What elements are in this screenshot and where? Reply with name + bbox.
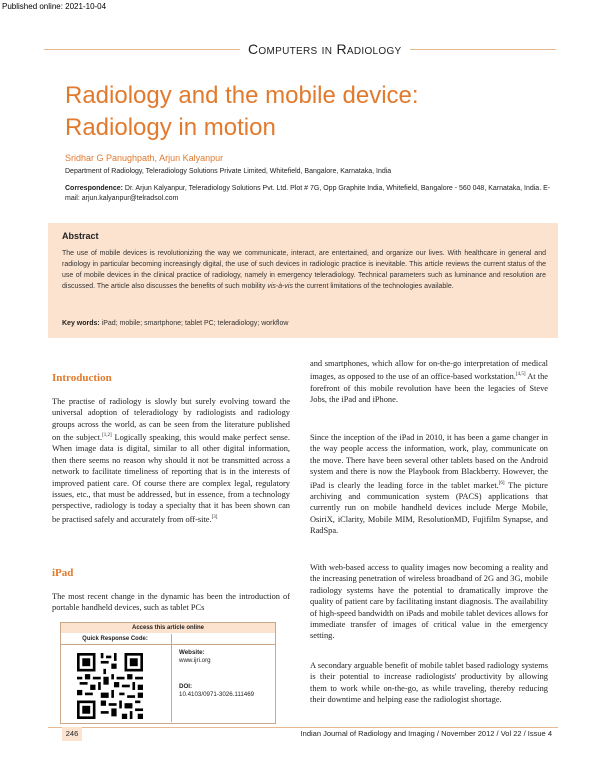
right-paragraph-3: With web-based access to quality images now becoming a reality and the increasing penetration of wireless broadband of 2G and 3G, mobile radiology systems have the potential to dramatically improve the quality of patient care by facilitating instant diagnosis. The availability of high-speed bandwidth on iPads and mobile tablet devices allows for immediate transfer of images of critical value in the emergency setting. (310, 563, 548, 641)
title-line-1: Radiology and the mobile device: (65, 82, 419, 109)
ipad-paragraph: The most recent change in the dynamic has been the introduction of portable handheld devices, such as tablet PCs (52, 592, 290, 613)
abstract-text (62, 248, 546, 292)
qr-code-icon[interactable] (77, 653, 143, 719)
footer-rule (48, 727, 558, 728)
journal-footer: Indian Journal of Radiology and Imaging / November 2012 / Vol 22 / Issue 4 (300, 729, 552, 738)
intro-paragraph (52, 396, 290, 525)
doi-label: DOI: (179, 683, 193, 690)
intro-ref-1: [1,2] (102, 433, 112, 439)
access-article-box (60, 622, 276, 724)
doi-info (179, 683, 254, 699)
correspondence (65, 184, 555, 204)
abstract-heading: Abstract (62, 231, 99, 241)
abstract-box (48, 223, 558, 338)
published-date: Published online: 2021-10-04 (2, 2, 107, 11)
ipad-heading: iPad (52, 567, 74, 579)
article-title (65, 80, 545, 144)
abstract-italic: vis-à-vis (267, 283, 293, 290)
right-p2-a: Since the inception of the iPad in 2010, it has been a game changer in the way people access the information, work, play, communicate on the move. There have been several other tablets based on the Android system and there is now the Playbook from Blackberry. However, the iPad is clearly the leading force in the tablet market. (310, 433, 548, 490)
affiliation: Department of Radiology, Teleradiology Solutions Private Limited, Whitefield, Bangalore, Karnataka, India (65, 168, 392, 175)
right-paragraph-1 (310, 358, 548, 405)
keywords-text: iPad; mobile; smartphone; tablet PC; teleradiology; workflow (99, 320, 289, 327)
access-box-vdivider (171, 634, 172, 722)
section-label: Computers in Radiology (240, 38, 410, 60)
right-p2-b: The picture archiving and communication system (PACS) applications that currently run on mobile handheld devices include Merge Mobile, OsiriX, iClarity, Mobile MIM, ResolutionMD, Fujifilm Synapse, and RadSpa. (310, 480, 548, 536)
right-paragraph-2 (310, 432, 548, 536)
intro-heading: Introduction (52, 372, 112, 384)
intro-text-b: Logically speaking, this would make perfect sense. When image data is digital, similar to all other digital information, then there seems no reason why should it not be transmitted across a network to facilitate timeliness of reporting that is in the interests of improved patient care. Of course there are complex legal, regulatory issues, etc., that must be addressed, but in essence, from a technology perspective, radiology is today a specialty that it has been shown can be practised safely and accurately from off-site. (52, 433, 290, 524)
doi-value[interactable]: 10.4103/0971-3026.111469 (179, 691, 255, 698)
correspondence-text: Dr. Arjun Kalyanpur, Teleradiology Solutions Pvt. Ltd. Plot # 7G, Opp Graphite India, Whitefield, Bangalore - 560 048, Karnataka, India. E-mail: arjun.kalyanpur@telradsol.com (65, 185, 551, 202)
right-p1-a: and smartphones, which allow for on-the-go interpretation of medical images, as opposed to the use of an office-based workstation. (310, 359, 548, 382)
keywords-label: Key words: (62, 320, 100, 327)
website-label: Website: (179, 649, 205, 656)
right-p1-b: At the forefront of this mobile revolution have been the legacies of Steve Jobs, the iPad and iPhone. (310, 372, 548, 405)
right-p2-ref: [6] (498, 480, 505, 486)
page-number: 246 (62, 727, 82, 741)
section-header (44, 38, 556, 60)
right-paragraph-4: A secondary arguable benefit of mobile tablet based radiology systems is their potential to increase radiologists' productivity by allowing them to work while on-the-go, as while traveling, thereby reducing their downtime and helping ease the radiologist shortage. (310, 661, 548, 705)
right-p1-ref: [4,5] (515, 372, 526, 378)
website-info (179, 649, 211, 665)
access-box-title: Access this article online (61, 623, 275, 633)
intro-text-a: The practise of radiology is slowly but surely evolving toward the universal adoption of teleradiology by radiologists and radiology groups across the world, as can be seen from the literature published on the subject. (52, 397, 290, 443)
abstract-text-a: The use of mobile devices is revolutionizing the way we communicate, interact, are entertained, and organize our lives. With healthcare in general and radiology in particular becoming increasingly digital, the use of such devices in radiologic practice is inevitable. This article reviews the current status of the use of mobile devices in the clinical practice of radiology, namely in emergency teleradiology. Technical parameters such as luminance and resolution are discussed. The article also discusses the benefits of such mobility (62, 250, 546, 290)
correspondence-label: Correspondence: (65, 185, 123, 192)
authors: Sridhar G Panughpath, Arjun Kalyanpur (65, 153, 224, 163)
abstract-text-b: the current limitations of the technologies available. (292, 283, 454, 290)
keywords (62, 320, 546, 327)
title-line-2: Radiology in motion (65, 114, 276, 141)
intro-ref-2: [3] (211, 514, 218, 520)
qr-label: Quick Response Code: (65, 634, 165, 645)
website-link[interactable]: www.ijri.org (179, 657, 211, 664)
